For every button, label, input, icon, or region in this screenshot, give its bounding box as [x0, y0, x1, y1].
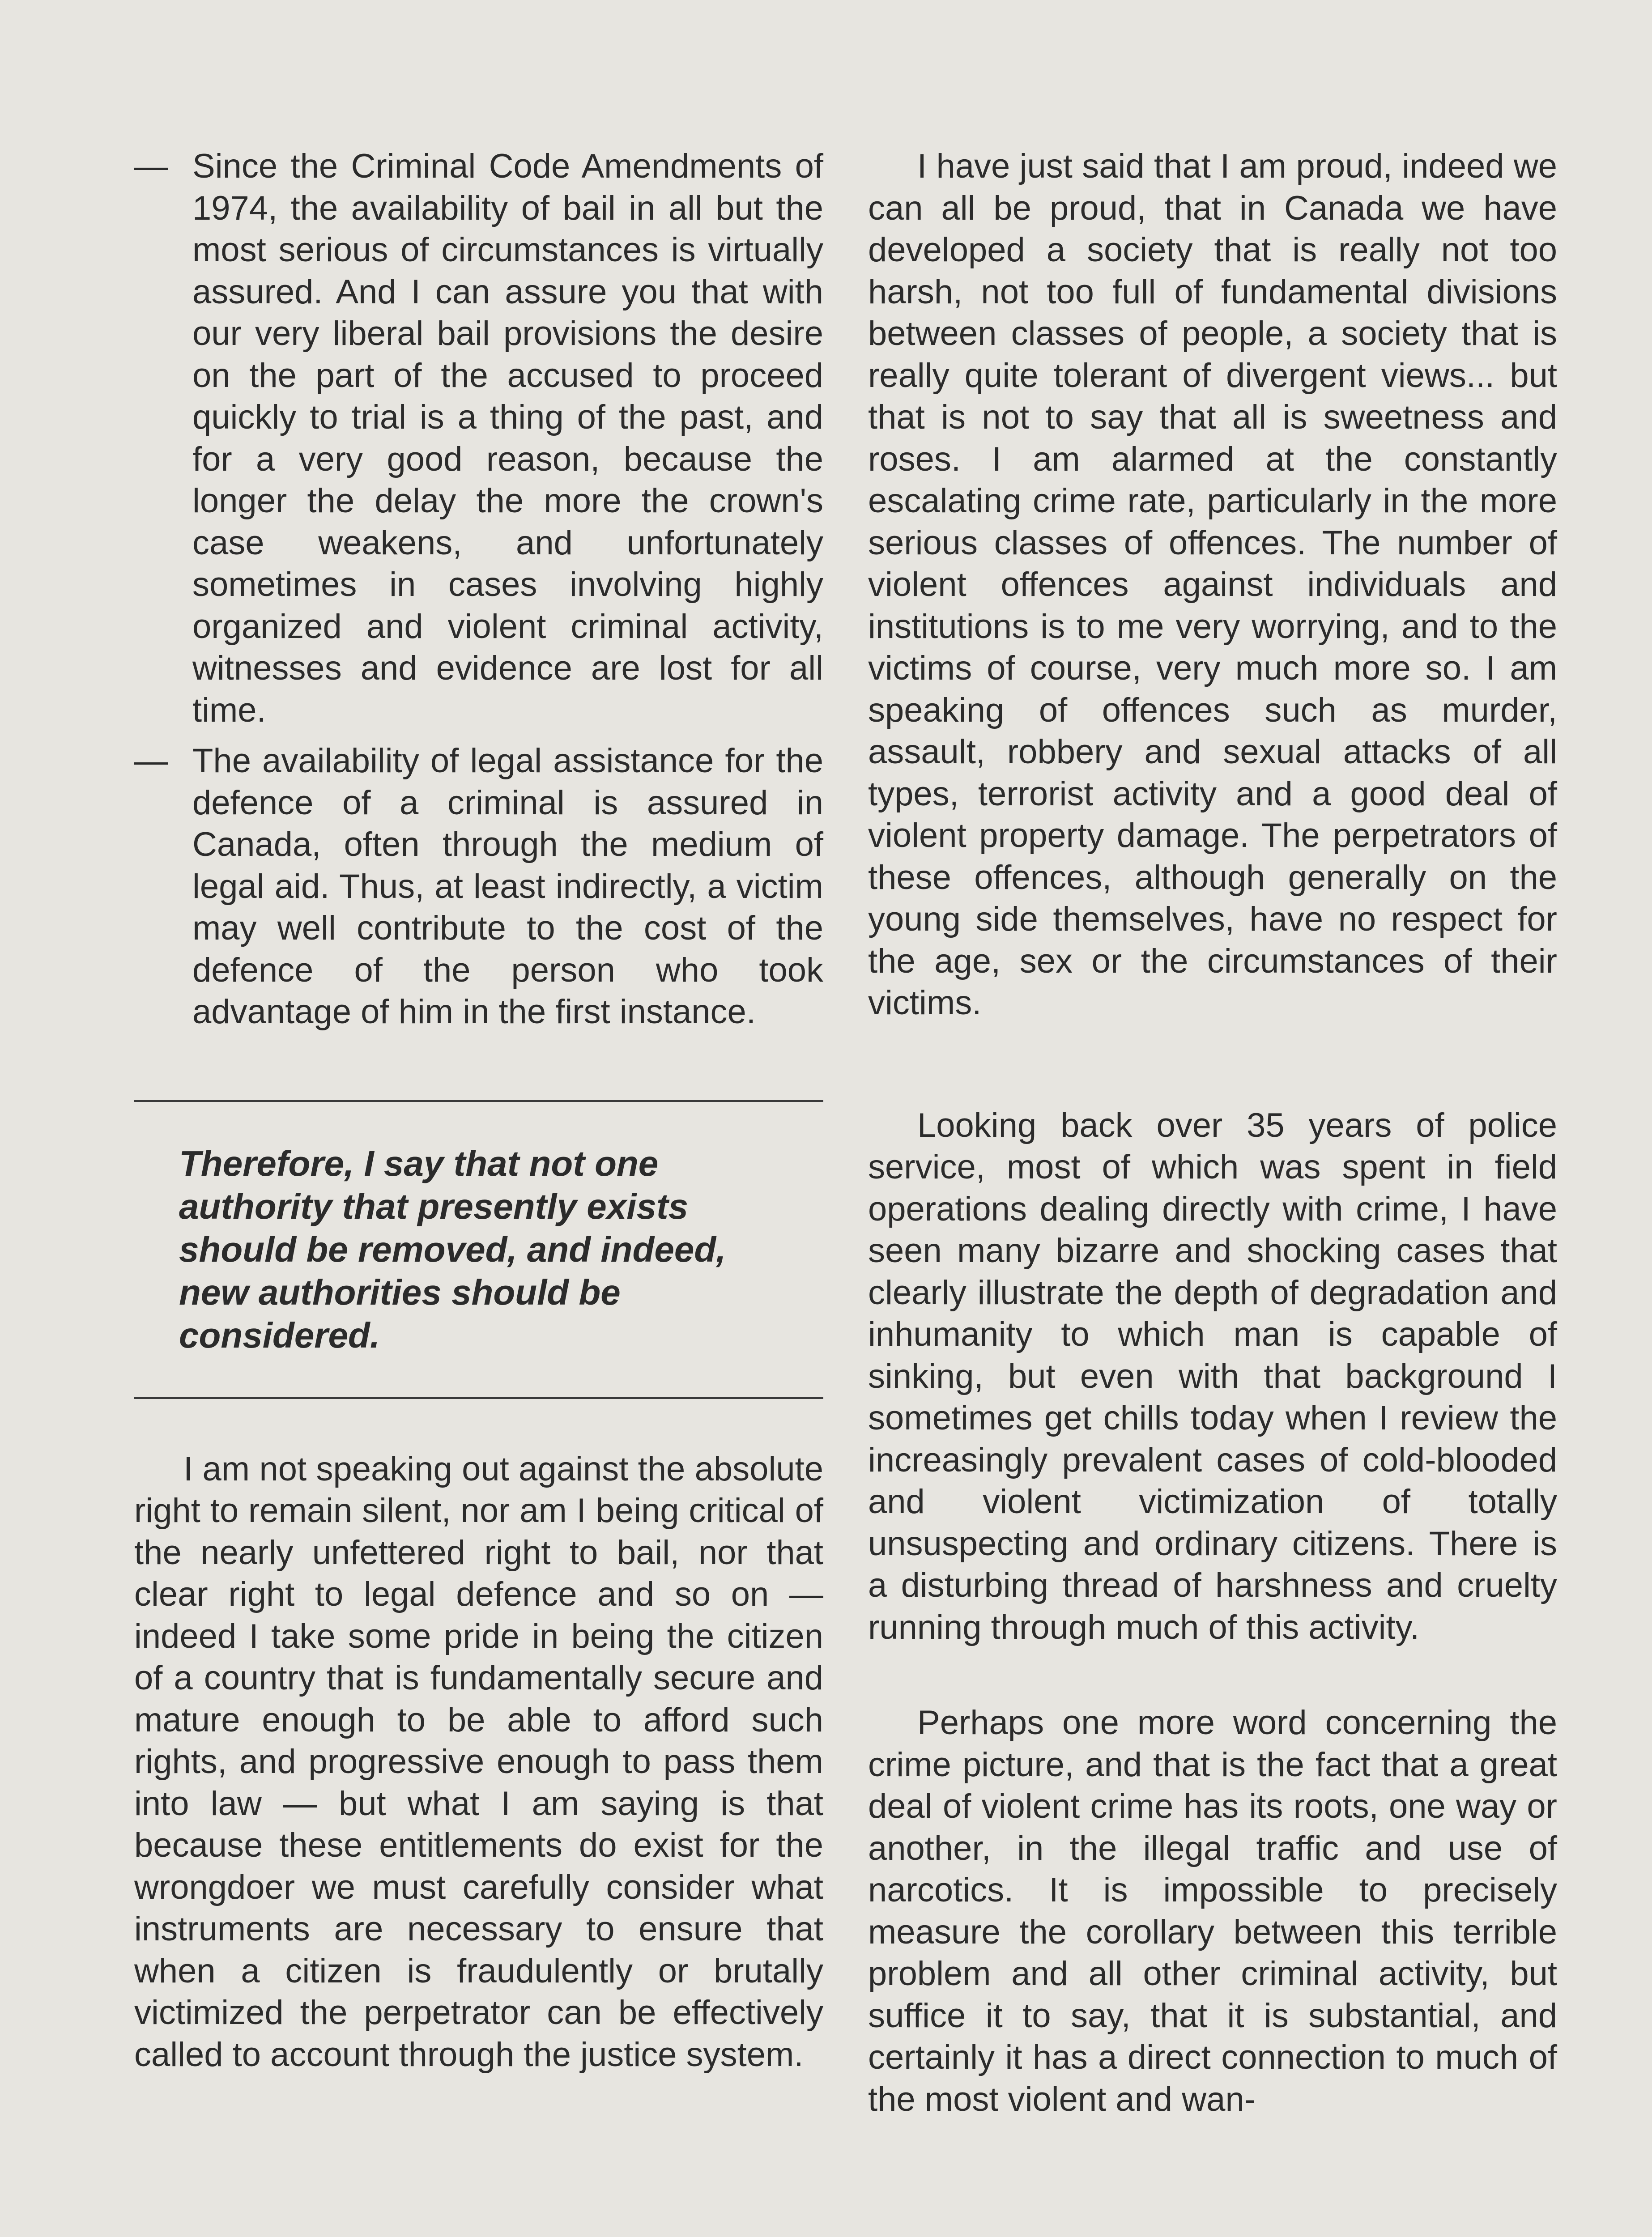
body-paragraph: Looking back over 35 years of police service, most of which was spent in field operations dealing directly with crime, I have seen many bizarre and shocking cases that clearly illustrate the depth of degradation and inhumanity to which man is capable of sinking, but even with that background I sometimes get chills today when I review the increasingly prevalent cases of cold-blooded and violent victimization of totally unsuspecting and ordinary citizens. There is a disturbing thread of harshness and cruelty running through much of this activity.: [868, 1106, 1557, 1646]
bullet-text: Since the Criminal Code Amendments of 1974, the availability of bail in all but the most serious of circumstances is virtually assured. And I can assure you that with our very liberal bail provisions the desire on the part of the accused to proceed quickly to trial is a thing of the past, and for a very good reason, because the longer the delay the more the crown's case weakens, and unfortunately sometimes in cases involving highly organized and violent criminal activity, witnesses and evidence are lost for all time.: [192, 147, 823, 729]
divider-rule: [134, 1397, 823, 1399]
paragraph-gap: [868, 1648, 1557, 1702]
bullet-text: The availability of legal assistance for the defence of a criminal is assured in Canada, often through the medium of legal aid. Thus, at least indirectly, a victim may well contribute to the cost of the defence of the person who took advantage of him in the first instance.: [192, 742, 823, 1031]
bullet-dash: —: [134, 742, 168, 780]
list-item: [134, 145, 823, 731]
pull-quote: Therefore, I say that not one authority that presently exists should be removed, and indeed, new authorities should be considered.: [179, 1143, 726, 1355]
divider-rule: [134, 1100, 823, 1102]
body-paragraph: I have just said that I am proud, indeed we can all be proud, that in Canada we have developed a society that is really not too harsh, not too full of fundamental divisions between classes of people, a society that is really quite tolerant of divergent views... but that is not to say that all is sweetness and roses. I am alarmed at the constantly escalating crime rate, particularly in the more serious classes of offences. The number of violent offences against individuals and institutions is to me very worrying, and to the victims of course, very much more so. I am speaking of offences such as murder, assault, robbery and sexual attacks of all types, terrorist activity and a good deal of violent property damage. The perpetrators of these offences, although generally on the young side themselves, have no respect for the age, sex or the circumstances of their victims.: [868, 147, 1557, 1022]
left-column: [134, 145, 823, 2075]
body-paragraph: Perhaps one more word concerning the crime picture, and that is the fact that a great deal of violent crime has its roots, one way or another, in the illegal traffic and use of narcotics. It is impossible to precisely measure the corollary between this terrible problem and all other criminal activity, but suffice it to say, that it is substantial, and certainly it has a direct connection to much of the most violent and wan-: [868, 1704, 1557, 2118]
paragraph-gap: [868, 1024, 1557, 1105]
body-paragraph: I am not speaking out against the absolute right to remain silent, nor am I being critical of the nearly unfettered right to bail, nor that clear right to legal defence and so on — indeed I take some pride in being the citizen of a country that is fundamentally secure and mature enough to be able to afford such rights, and progressive enough to pass them into law — but what I am saying is that because these entitlements do exist for the wrongdoer we must carefully consider what instruments are necessary to ensure that when a citizen is fraudulently or brutally victimized the perpetrator can be effectively called to account through the justice system.: [134, 1450, 823, 2074]
right-column: [868, 145, 1557, 2120]
list-item: [134, 740, 823, 1033]
bullet-dash: —: [134, 147, 168, 185]
